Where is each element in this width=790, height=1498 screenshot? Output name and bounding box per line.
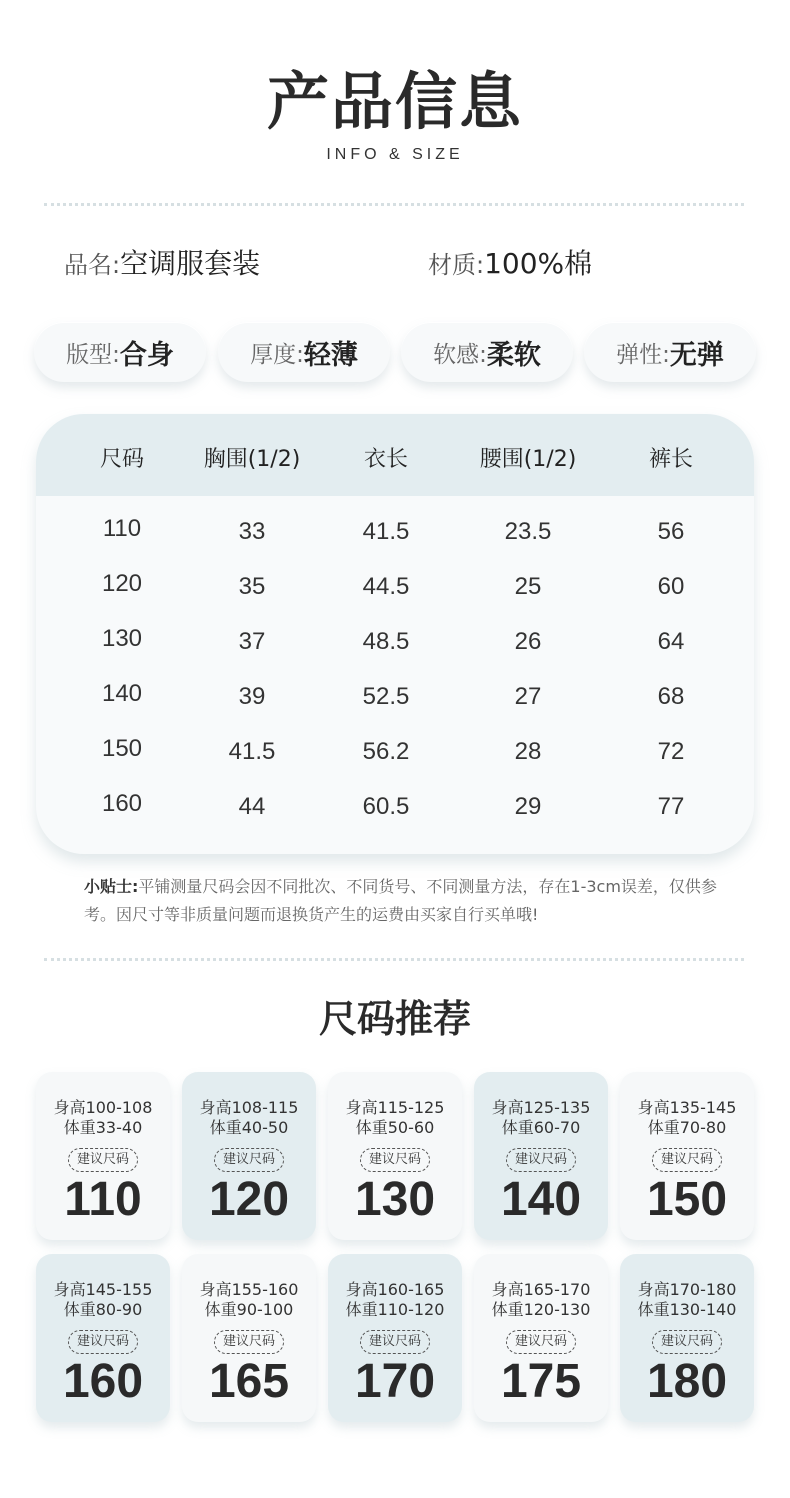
table-cell: 140 <box>101 680 143 707</box>
product-material-label: 材质: <box>428 251 485 279</box>
page-title: 产品信息 <box>266 65 523 138</box>
recommend-badge: 建议尺码 <box>214 1148 284 1172</box>
measurement-tip <box>84 873 724 929</box>
recommend-badge: 建议尺码 <box>68 1330 138 1354</box>
table-cell: 25 <box>514 573 542 600</box>
height-range: 身高160-165 <box>345 1280 445 1299</box>
table-cell: 120 <box>101 570 143 597</box>
size-card <box>36 1072 170 1240</box>
height-range: 身高125-135 <box>491 1098 591 1117</box>
table-cell: 41.5 <box>228 738 276 765</box>
recommended-size: 160 <box>62 1355 144 1408</box>
weight-range: 体重90-100 <box>204 1300 294 1319</box>
table-header-cell: 腰围(1/2) <box>479 447 577 472</box>
table-cell: 26 <box>514 628 542 655</box>
size-card <box>36 1254 170 1422</box>
size-table <box>36 414 754 854</box>
recommended-size: 180 <box>646 1355 728 1408</box>
table-header-cell: 衣长 <box>363 447 409 472</box>
weight-range: 体重40-50 <box>209 1118 289 1137</box>
table-cell: 72 <box>657 738 685 765</box>
attribute-label: 版型: <box>66 341 120 368</box>
height-range: 身高165-170 <box>491 1280 591 1299</box>
table-cell: 52.5 <box>362 683 410 710</box>
recommend-badge: 建议尺码 <box>506 1148 576 1172</box>
attribute-value: 无弹 <box>669 339 724 371</box>
table-cell: 27 <box>514 683 542 710</box>
product-name-label: 品名: <box>64 251 121 279</box>
size-card <box>182 1072 316 1240</box>
table-header <box>36 414 754 496</box>
size-card <box>328 1072 462 1240</box>
size-card <box>474 1254 608 1422</box>
table-cell: 35 <box>238 573 266 600</box>
weight-range: 体重110-120 <box>345 1300 445 1319</box>
weight-range: 体重33-40 <box>63 1118 143 1137</box>
table-cell: 41.5 <box>362 518 410 545</box>
table-cell: 48.5 <box>362 628 410 655</box>
page-header <box>0 62 790 164</box>
height-range: 身高145-155 <box>53 1280 153 1299</box>
attribute-label: 弹性: <box>616 341 670 368</box>
table-cell: 64 <box>657 628 685 655</box>
recommended-size: 120 <box>208 1173 290 1226</box>
section-title: 尺码推荐 <box>318 997 471 1041</box>
size-card <box>328 1254 462 1422</box>
height-range: 身高115-125 <box>345 1098 445 1117</box>
attribute-pill-softness <box>401 322 573 382</box>
table-header-cell: 裤长 <box>648 447 694 472</box>
table-header-cell: 胸围(1/2) <box>203 447 301 472</box>
size-card <box>474 1072 608 1240</box>
attribute-pill-thickness <box>218 322 390 382</box>
table-cell: 29 <box>514 793 542 820</box>
recommended-size: 110 <box>64 1173 142 1226</box>
recommend-badge: 建议尺码 <box>360 1330 430 1354</box>
table-cell: 28 <box>514 738 542 765</box>
table-cell: 23.5 <box>504 518 552 545</box>
recommend-badge: 建议尺码 <box>360 1148 430 1172</box>
attribute-pill-elasticity <box>584 322 756 382</box>
weight-range: 体重130-140 <box>637 1300 737 1319</box>
table-cell: 150 <box>101 735 143 762</box>
height-range: 身高108-115 <box>199 1098 299 1117</box>
size-card <box>620 1072 754 1240</box>
recommended-size: 140 <box>500 1173 582 1226</box>
recommend-badge: 建议尺码 <box>652 1330 722 1354</box>
table-cell: 37 <box>238 628 266 655</box>
table-cell: 77 <box>657 793 685 820</box>
attribute-label: 厚度: <box>250 341 304 368</box>
table-cell: 130 <box>101 625 143 652</box>
product-name <box>64 244 260 285</box>
table-cell: 110 <box>102 515 142 542</box>
table-cell: 60 <box>657 573 685 600</box>
size-card <box>182 1254 316 1422</box>
table-header-cell: 尺码 <box>99 447 145 472</box>
recommend-badge: 建议尺码 <box>214 1330 284 1354</box>
attribute-label: 软感: <box>433 341 487 368</box>
weight-range: 体重120-130 <box>491 1300 591 1319</box>
table-cell: 60.5 <box>362 793 410 820</box>
recommended-size: 170 <box>354 1355 436 1408</box>
height-range: 身高155-160 <box>199 1280 299 1299</box>
product-material-value: 100%棉 <box>484 247 593 280</box>
recommend-badge: 建议尺码 <box>68 1148 138 1172</box>
weight-range: 体重50-60 <box>355 1118 435 1137</box>
product-material <box>428 244 592 285</box>
page-subtitle: INFO & SIZE <box>326 146 464 163</box>
attribute-value: 合身 <box>119 339 174 371</box>
height-range: 身高100-108 <box>53 1098 153 1117</box>
recommend-badge: 建议尺码 <box>506 1330 576 1354</box>
tip-label: 小贴士: <box>84 877 139 896</box>
weight-range: 体重70-80 <box>647 1118 727 1137</box>
table-cell: 160 <box>101 790 143 817</box>
table-cell: 68 <box>657 683 685 710</box>
height-range: 身高135-145 <box>637 1098 737 1117</box>
attribute-value: 柔软 <box>486 339 541 371</box>
attribute-pill-fit <box>34 322 206 382</box>
table-cell: 33 <box>238 518 266 545</box>
recommended-size: 165 <box>208 1355 290 1408</box>
tip-text: 平铺测量尺码会因不同批次、不同货号、不同测量方法，存在1-3cm误差，仅供参考。因尺寸等非质量问题而退换货产生的运费由买家自行买单哦! <box>84 877 717 924</box>
table-cell: 39 <box>238 683 266 710</box>
recommended-size: 150 <box>646 1173 728 1226</box>
recommend-badge: 建议尺码 <box>652 1148 722 1172</box>
divider <box>44 958 744 961</box>
weight-range: 体重80-90 <box>63 1300 143 1319</box>
recommended-size: 130 <box>354 1173 436 1226</box>
size-card <box>620 1254 754 1422</box>
height-range: 身高170-180 <box>637 1280 737 1299</box>
table-cell: 56 <box>657 518 685 545</box>
table-cell: 44.5 <box>362 573 410 600</box>
table-cell: 44 <box>238 793 266 820</box>
weight-range: 体重60-70 <box>501 1118 581 1137</box>
divider <box>44 203 744 206</box>
table-cell: 56.2 <box>362 738 410 765</box>
recommended-size: 175 <box>500 1355 582 1408</box>
product-name-value: 空调服套装 <box>120 247 261 280</box>
attribute-value: 轻薄 <box>303 339 358 371</box>
